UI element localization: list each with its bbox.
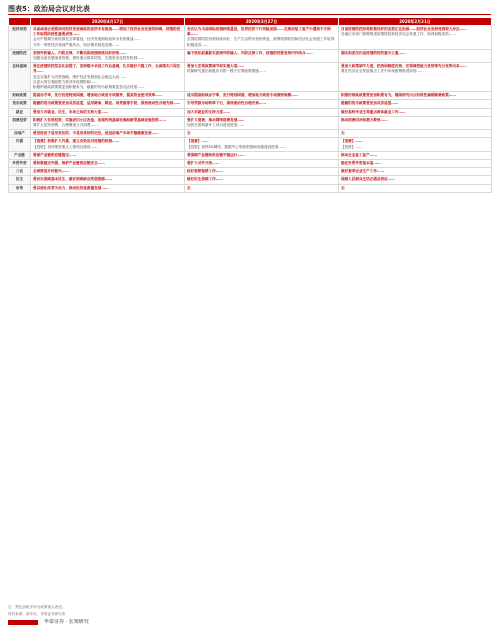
- row-cell-c3: [339, 100, 492, 108]
- row-cell-c3: [339, 116, 492, 129]
- row-cell-c3: [339, 63, 492, 92]
- cell-text: 做好高校毕业生等重点群体就业工作……: [341, 109, 406, 114]
- row-cell-c1: [31, 176, 185, 184]
- cell-text: 要坚持房子是用来住的、不是用来炒的定位，促进房地产市场平稳健康发展……: [33, 131, 159, 136]
- cell-text: 无: [341, 185, 345, 190]
- row-cell-c2: [185, 151, 339, 159]
- row-cell-c2: [185, 108, 339, 116]
- row-cell-c1: [31, 160, 185, 168]
- cell-text: 稳住外贸外资基本盘……: [341, 161, 381, 166]
- row-category: 就业: [9, 108, 31, 116]
- cell-text: 无: [341, 131, 345, 136]
- row-cell-c1: [31, 26, 185, 50]
- row-cell-c3: [339, 168, 492, 176]
- row-cell-c2: [185, 116, 339, 129]
- cell-text: 各地区各部门统筹推进疫情防控和经济社会发展工作，取得积极成效……: [341, 32, 456, 37]
- row-category: 三农: [9, 168, 31, 176]
- cell-text: 要保障产业链和供应链平稳运行……: [187, 152, 245, 157]
- row-cell-c2: [185, 92, 339, 100]
- cell-text: 要积极稳定外需，维护产业链供应链安全……: [33, 161, 105, 166]
- table-row: [9, 168, 492, 176]
- row-cell-c2: [185, 160, 339, 168]
- cell-text: 【消费】……: [341, 139, 363, 144]
- row-category: 消费投资: [9, 116, 31, 129]
- row-cell-c2: [185, 184, 339, 192]
- cell-text: 湖北和武汉仍是疫情防控的重中之重……: [341, 50, 406, 55]
- cell-text: 无: [187, 185, 191, 190]
- row-cell-c1: [31, 92, 185, 100]
- cell-text: 会议认为当前国际疫情持续蔓延，世界经济下行风险加剧……在推动复工复产中遇到不少困难……: [187, 27, 331, 37]
- cell-text: 坚定实施扩大内需战略，维护经济发展和社会稳定大局……: [33, 74, 127, 79]
- cell-text: 以更大的宏观政策力度对冲疫情影响……: [33, 79, 98, 84]
- cell-text: 今年一季度经济受到严重冲击，经济增长明显放缓……: [33, 42, 120, 47]
- cell-text: 引导贷款市场利率下行，保持流动性合理充裕……: [187, 101, 267, 106]
- cell-text: 适当提高财政赤字率，发行特别国债，增加地方政府专项债券规模……: [187, 93, 299, 98]
- cell-text: 【消费】积极扩大内需，建立有效应对疫情的机制……: [33, 139, 120, 144]
- footer-text: 华泰证券 · 宏观研究: [44, 619, 89, 625]
- row-cell-c3: [339, 130, 492, 138]
- cell-text: 坚持外防输入、内防反弹，不断巩固疫情持续向好形势……: [33, 50, 127, 55]
- row-cell-c1: [31, 116, 185, 129]
- row-category: 货币政策: [9, 100, 31, 108]
- cell-text: 要加大宏观政策调节和实施力度……: [187, 64, 245, 69]
- row-cell-c1: [31, 108, 185, 116]
- row-cell-c1: [31, 100, 185, 108]
- cell-text: 要切实保障基本民生，做好困难群众兜底保障……: [33, 177, 113, 182]
- row-cell-c2: [185, 176, 339, 184]
- cell-text: 积极的财政政策要更加积极有为，稳健的货币政策要更加灵活适度……: [33, 85, 145, 90]
- cell-text: 稳健的货币政策要更加灵活适度，运用降准、降息、再贷款等手段，保持流动性合理充裕……: [33, 101, 181, 106]
- row-cell-c1: [31, 49, 185, 62]
- header-row: [9, 18, 492, 26]
- source-note: 资料来源：新华社，华泰证券研究所: [8, 612, 66, 616]
- row-cell-c1: [31, 138, 185, 151]
- row-category: 外贸外资: [9, 160, 31, 168]
- cell-text: 做好春季农业生产工作……: [341, 169, 385, 174]
- row-cell-c1: [31, 130, 185, 138]
- row-category: 改革: [9, 184, 31, 192]
- cell-text: 要扩大对外开放……: [187, 161, 220, 166]
- table-row: [9, 151, 492, 159]
- row-category: 房地产: [9, 130, 31, 138]
- row-cell-c2: [185, 26, 339, 50]
- row-cell-c3: [339, 184, 492, 192]
- table-row: [9, 100, 492, 108]
- footnote: 注：黑色加粗字体为政策重点表述。: [8, 605, 66, 609]
- cell-text: 要以深化改革为动力，推动经济高质量发展……: [33, 185, 109, 190]
- row-cell-c3: [339, 151, 492, 159]
- cell-text: 要加大对就业、民生、市场主体的支持力度……: [33, 109, 109, 114]
- cell-text: 【投资】加快推进重大工程项目建设……: [33, 144, 98, 149]
- cell-text: 毫不放松抓紧抓实抓细外防输入、内防反弹工作，疫情防控要坚持内外结合……: [187, 50, 313, 55]
- footer-bar: [0, 619, 499, 625]
- table-row: [9, 184, 492, 192]
- row-cell-c2: [185, 49, 339, 62]
- table-title: 图表5：政治局会议对比表: [8, 5, 90, 13]
- row-category: 财政政策: [9, 92, 31, 100]
- cell-text: 要在经济社会发展重点工作中体现统筹推进原则……: [341, 69, 424, 74]
- cell-text: 加快在建和新开工项目建设进度……: [187, 123, 245, 128]
- cell-text: 全面推进乡村振兴……: [33, 169, 69, 174]
- cell-text: 做好民生保障工作……: [187, 177, 223, 182]
- cell-text: 加大对就业的支持力度……: [187, 109, 231, 114]
- table-row: [9, 26, 492, 50]
- cell-text: 抓紧研究提出积极应对的一揽子宏观政策措施……: [187, 69, 267, 74]
- row-category: 经济形势: [9, 26, 31, 50]
- row-cell-c3: [339, 92, 492, 100]
- title-rule: [8, 14, 491, 15]
- table-row: [9, 108, 492, 116]
- row-cell-c1: [31, 168, 185, 176]
- header-cell-2020-04-17: 2020年4月17日: [31, 18, 185, 26]
- cell-text: 目前疫情防控形势积极向好的态势正在拓展……经济社会发展受到较大冲击……: [341, 27, 467, 31]
- cell-text: 当前或者必须要面对经济发展面临的前所未有挑战……增加了经济社会发展的困难，疫情防控工作取得阶段性重要成效……: [33, 27, 181, 37]
- row-cell-c2: [185, 63, 339, 92]
- cell-text: 要加大政策调节力度，把我国制度优势、宏观调控能力优势等充分发挥出来……: [341, 64, 467, 69]
- cell-text: 抓好春耕备耕工作……: [187, 169, 223, 174]
- cell-text: 加强无症状感染者管理，做好重点群体防控，完善常态化防控机制……: [33, 56, 145, 61]
- row-cell-c3: [339, 138, 492, 151]
- row-category: 总体基调: [9, 63, 31, 92]
- cell-text: 推动企业复工复产……: [341, 152, 377, 157]
- cell-text: 【投资】加快5G网络、数据中心等新型基础设施建设进度……: [187, 144, 286, 149]
- row-cell-c2: [185, 138, 339, 151]
- comparison-table: [8, 17, 492, 193]
- cell-text: 要保产业链供应链稳定……: [33, 152, 77, 157]
- cell-text: 会议中强调当前疫情在全球蔓延，经济发展面临前所未有的挑战……: [33, 37, 141, 42]
- header-cell-2020-03-27: 2020年3月27日: [185, 18, 339, 26]
- cell-text: 要在疫情防控常态化前提下，坚持稳中求进工作总基调，扎实做好六稳工作，全面落实六保任务……: [33, 64, 181, 74]
- cell-text: 【消费】……: [187, 139, 209, 144]
- table-row: [9, 130, 492, 138]
- header-cell-category: [9, 18, 31, 26]
- cell-text: 积极扩大有效投资，实施老旧小区改造，加强传统基础设施和新型基础设施投资……: [33, 117, 166, 122]
- row-category: 内需: [9, 138, 31, 151]
- cell-text: 保障人民群众生活必需品供应……: [341, 177, 395, 182]
- row-cell-c1: [31, 151, 185, 159]
- table-row: [9, 49, 492, 62]
- cell-text: 要扩大居民消费，合理增加公共消费……: [33, 123, 98, 128]
- cell-text: 稳健的货币政策要更加灵活适度……: [341, 101, 399, 106]
- row-category: 疫情防控: [9, 49, 31, 62]
- row-cell-c3: [339, 26, 492, 50]
- cell-text: 【投资】……: [341, 144, 363, 149]
- row-cell-c3: [339, 49, 492, 62]
- cell-text: 无: [187, 131, 191, 136]
- row-cell-c1: [31, 63, 185, 92]
- cell-text: 全国疫情防控形势持续向好，生产生活秩序加快恢复，统筹疫情防控和经济社会发展工作取得积极成效……: [187, 37, 335, 47]
- table-row: [9, 63, 492, 92]
- table-row: [9, 92, 492, 100]
- row-cell-c2: [185, 100, 339, 108]
- table-row: [9, 116, 492, 129]
- row-cell-c2: [185, 168, 339, 176]
- row-cell-c3: [339, 108, 492, 116]
- table-row: [9, 176, 492, 184]
- row-cell-c3: [339, 176, 492, 184]
- cell-text: 提高赤字率，发行抗疫特别国债，增加地方政府专项债券，提高资金使用效率……: [33, 93, 163, 98]
- cell-text: 积极的财政政策要更加积极有为，继续研究出台阶段性减税降费政策……: [341, 93, 456, 98]
- cell-text: 要扩大消费，推动网络消费发展……: [187, 117, 245, 122]
- row-category: 民生: [9, 176, 31, 184]
- row-cell-c3: [339, 160, 492, 168]
- row-cell-c1: [31, 184, 185, 192]
- table-row: [9, 138, 492, 151]
- table-row: [9, 160, 492, 168]
- cell-text: 推动消费回补和潜力释放……: [341, 117, 388, 122]
- row-cell-c2: [185, 130, 339, 138]
- header-cell-2020-02-21: 2020年2月21日: [339, 18, 492, 26]
- footer-logo: [8, 620, 38, 625]
- row-category: 产业链: [9, 151, 31, 159]
